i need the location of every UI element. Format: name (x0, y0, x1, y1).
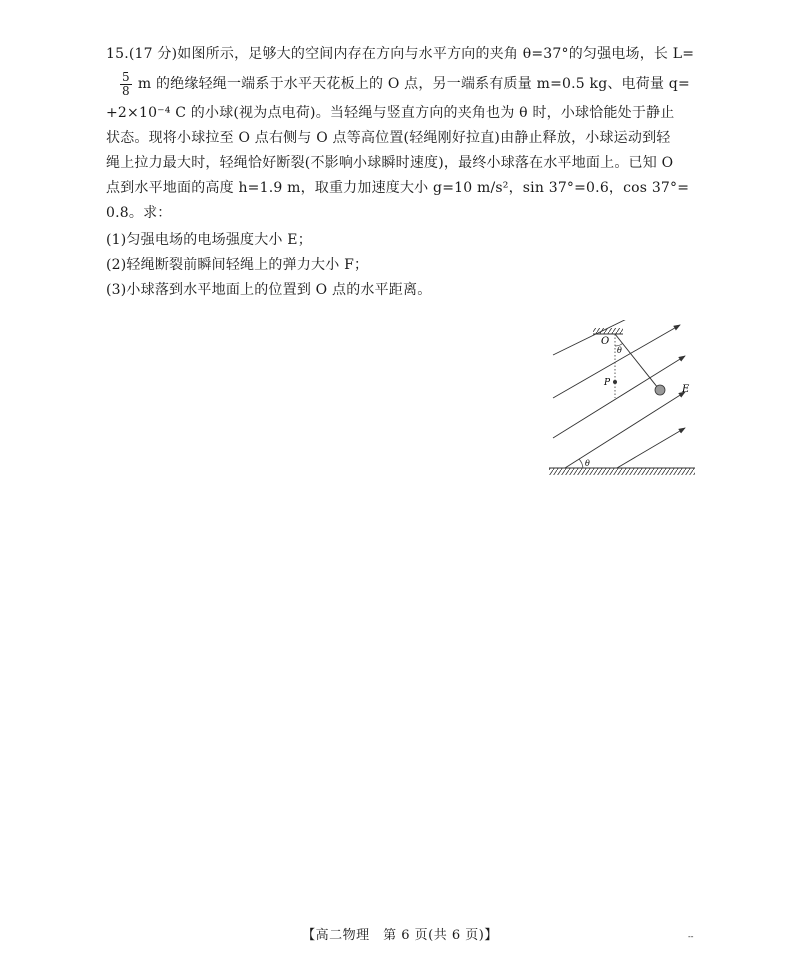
problem-score: (17 分) (128, 46, 178, 62)
problem-text-2: m 的绝缘轻绳一端系于水平天花板上的 O 点，另一端系有质量 m=0.5 kg、电荷量 q= (137, 75, 690, 92)
field-line-1 (553, 320, 645, 355)
problem-line-4: 状态。现将小球拉至 O 点右侧与 O 点等高位置(轻绳刚好拉直)由静止释放，小球运动到轻 (106, 130, 671, 146)
ground-hatch (549, 468, 695, 475)
fraction-numerator: 5 (122, 69, 130, 84)
problem-line-3: +2×10⁻⁴ C 的小球(视为点电荷)。当轻绳与竖直方向的夹角也为 θ 时，小球恰能处于静止 (106, 105, 675, 121)
point-p (613, 380, 617, 384)
question-1: (1)匀强电场的电场强度大小 E； (106, 232, 312, 248)
problem-number: 15. (106, 46, 129, 62)
label-p: P (604, 378, 611, 388)
physics-figure (545, 320, 700, 480)
problem-line-1 (106, 42, 696, 67)
problem-line-6: 点到水平地面的高度 h=1.9 m，取重力加速度大小 g=10 m/s²，sin 37°=0.6，cos 37°= (106, 180, 690, 196)
corner-mark: -- (688, 932, 694, 941)
problem-line-2 (106, 67, 696, 101)
ceiling-hatch (593, 328, 623, 334)
angle-arc-bottom (579, 459, 583, 468)
fraction-denominator: 8 (122, 83, 130, 98)
problem-text-1: 如图所示，足够大的空间内存在方向与水平方向的夹角 θ=37°的匀强电场，长 L= (177, 46, 695, 62)
problem-line-5: 绳上拉力最大时，轻绳恰好断裂(不影响小球瞬时速度)，最终小球落在水平地面上。已知 O (106, 155, 674, 171)
ball (655, 385, 665, 395)
label-o: O (601, 336, 610, 347)
field-line-3 (553, 356, 685, 438)
figure-svg (545, 320, 700, 480)
problem-15 (106, 42, 696, 303)
length-fraction (120, 71, 132, 98)
page-footer: 【高二物理 第 6 页(共 6 页)】 (302, 928, 498, 943)
rope (615, 334, 658, 388)
field-line-4 (565, 392, 685, 468)
question-2: (2)轻绳断裂前瞬间轻绳上的弹力大小 F； (106, 257, 369, 273)
label-theta-top: θ (617, 346, 622, 355)
label-e: E (682, 384, 690, 395)
label-theta-bottom: θ (585, 459, 590, 468)
question-list (106, 228, 696, 303)
field-line-5 (617, 428, 685, 468)
question-3: (3)小球落到水平地面上的位置到 O 点的水平距离。 (106, 282, 432, 298)
problem-line-7: 0.8。求： (106, 205, 172, 221)
